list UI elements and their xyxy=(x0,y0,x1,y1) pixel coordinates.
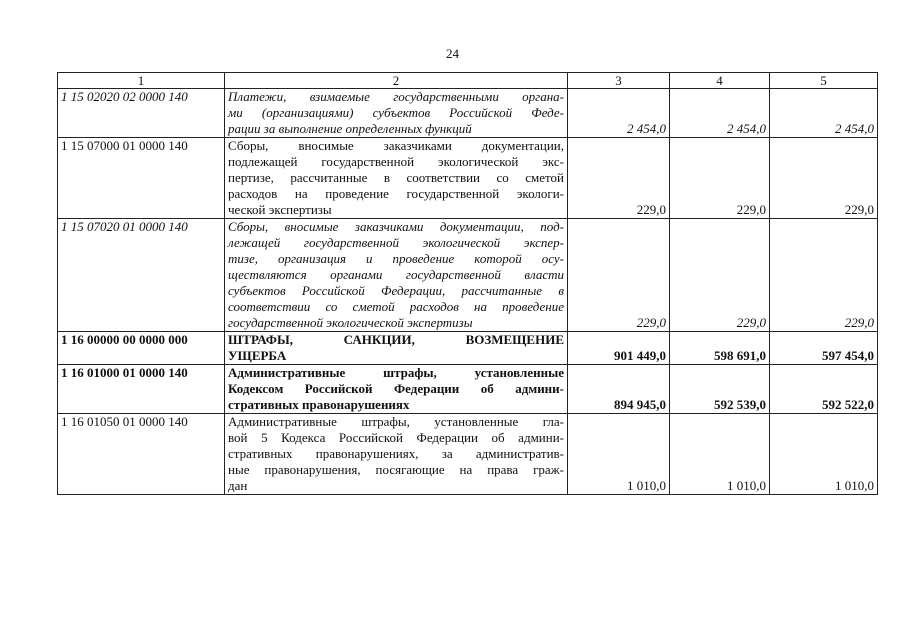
table-header-row xyxy=(58,73,878,89)
item-name-line: лежащей государственной экологической экспер- xyxy=(228,235,564,250)
item-name-line: дан xyxy=(228,478,248,493)
value-col3-cell: 894 945,0 xyxy=(568,365,670,414)
table-row xyxy=(58,365,878,414)
item-name-cell xyxy=(225,332,568,365)
item-name-line: ШТРАФЫ, САНКЦИИ, ВОЗМЕЩЕНИЕ xyxy=(228,332,564,347)
value-col5-cell: 1 010,0 xyxy=(770,414,878,495)
column-header: 1 xyxy=(58,73,225,89)
budget-code-cell: 1 15 02020 02 0000 140 xyxy=(58,89,225,138)
value-col4-cell: 229,0 xyxy=(670,219,770,332)
budget-code-cell: 1 15 07020 01 0000 140 xyxy=(58,219,225,332)
item-name-line: Административные штрафы, установленные гла- xyxy=(228,414,564,429)
table-row xyxy=(58,138,878,219)
item-name-cell xyxy=(225,365,568,414)
budget-code-cell: 1 16 00000 00 0000 000 xyxy=(58,332,225,365)
value-col3-cell: 2 454,0 xyxy=(568,89,670,138)
value-col4-cell: 598 691,0 xyxy=(670,332,770,365)
budget-table xyxy=(57,72,878,495)
item-name-line: пертизе, рассчитанные в соответствии со сметой xyxy=(228,170,564,185)
budget-code-cell: 1 16 01000 01 0000 140 xyxy=(58,365,225,414)
item-name-line: тизе, организация и проведение которой осу- xyxy=(228,251,564,266)
item-name-cell xyxy=(225,138,568,219)
column-header: 4 xyxy=(670,73,770,89)
column-header: 2 xyxy=(225,73,568,89)
value-col5-cell: 229,0 xyxy=(770,219,878,332)
value-col3-cell: 229,0 xyxy=(568,138,670,219)
column-header: 3 xyxy=(568,73,670,89)
value-col4-cell: 2 454,0 xyxy=(670,89,770,138)
value-col3-cell: 229,0 xyxy=(568,219,670,332)
table-row xyxy=(58,332,878,365)
item-name-line: Сборы, вносимые заказчиками документации, xyxy=(228,138,564,153)
item-name-line: Административные штрафы, установленные xyxy=(228,365,564,380)
table-row xyxy=(58,89,878,138)
item-name-line: УЩЕРБА xyxy=(228,348,287,363)
value-col5-cell: 597 454,0 xyxy=(770,332,878,365)
item-name-cell xyxy=(225,219,568,332)
item-name-line: субъектов Российской Федерации, рассчитанные в xyxy=(228,283,564,298)
item-name-line: расходов на проведение государственной экологи- xyxy=(228,186,564,201)
item-name-line: ные правонарушения, посягающие на права граж- xyxy=(228,462,564,477)
item-name-line: стративных правонарушениях xyxy=(228,397,410,412)
item-name-line: ществляются органами государственной власти xyxy=(228,267,564,282)
budget-code-cell: 1 15 07000 01 0000 140 xyxy=(58,138,225,219)
value-col3-cell: 1 010,0 xyxy=(568,414,670,495)
item-name-line: вой 5 Кодекса Российской Федерации об админи- xyxy=(228,430,564,445)
table-row xyxy=(58,414,878,495)
item-name-line: государственной экологической экспертизы xyxy=(228,315,473,330)
item-name-line: стративных правонарушениях, за административ- xyxy=(228,446,564,461)
item-name-line: ми (организациями) субъектов Российской Феде- xyxy=(228,105,564,120)
item-name-line: Кодексом Российской Федерации об админи- xyxy=(228,381,564,396)
item-name-cell xyxy=(225,89,568,138)
item-name-line: Платежи, взимаемые государственными органа- xyxy=(228,89,564,104)
page-number: 24 xyxy=(446,46,459,61)
column-header: 5 xyxy=(770,73,878,89)
value-col5-cell: 592 522,0 xyxy=(770,365,878,414)
value-col5-cell: 2 454,0 xyxy=(770,89,878,138)
item-name-line: рации за выполнение определенных функций xyxy=(228,121,472,136)
item-name-line: Сборы, вносимые заказчиками документации, под- xyxy=(228,219,564,234)
value-col3-cell: 901 449,0 xyxy=(568,332,670,365)
value-col4-cell: 1 010,0 xyxy=(670,414,770,495)
budget-code-cell: 1 16 01050 01 0000 140 xyxy=(58,414,225,495)
value-col4-cell: 229,0 xyxy=(670,138,770,219)
item-name-line: подлежащей государственной экологической экс- xyxy=(228,154,564,169)
value-col5-cell: 229,0 xyxy=(770,138,878,219)
item-name-line: ческой экспертизы xyxy=(228,202,332,217)
item-name-line: соответствии со сметой расходов на проведение xyxy=(228,299,564,314)
value-col4-cell: 592 539,0 xyxy=(670,365,770,414)
item-name-cell xyxy=(225,414,568,495)
table-row xyxy=(58,219,878,332)
